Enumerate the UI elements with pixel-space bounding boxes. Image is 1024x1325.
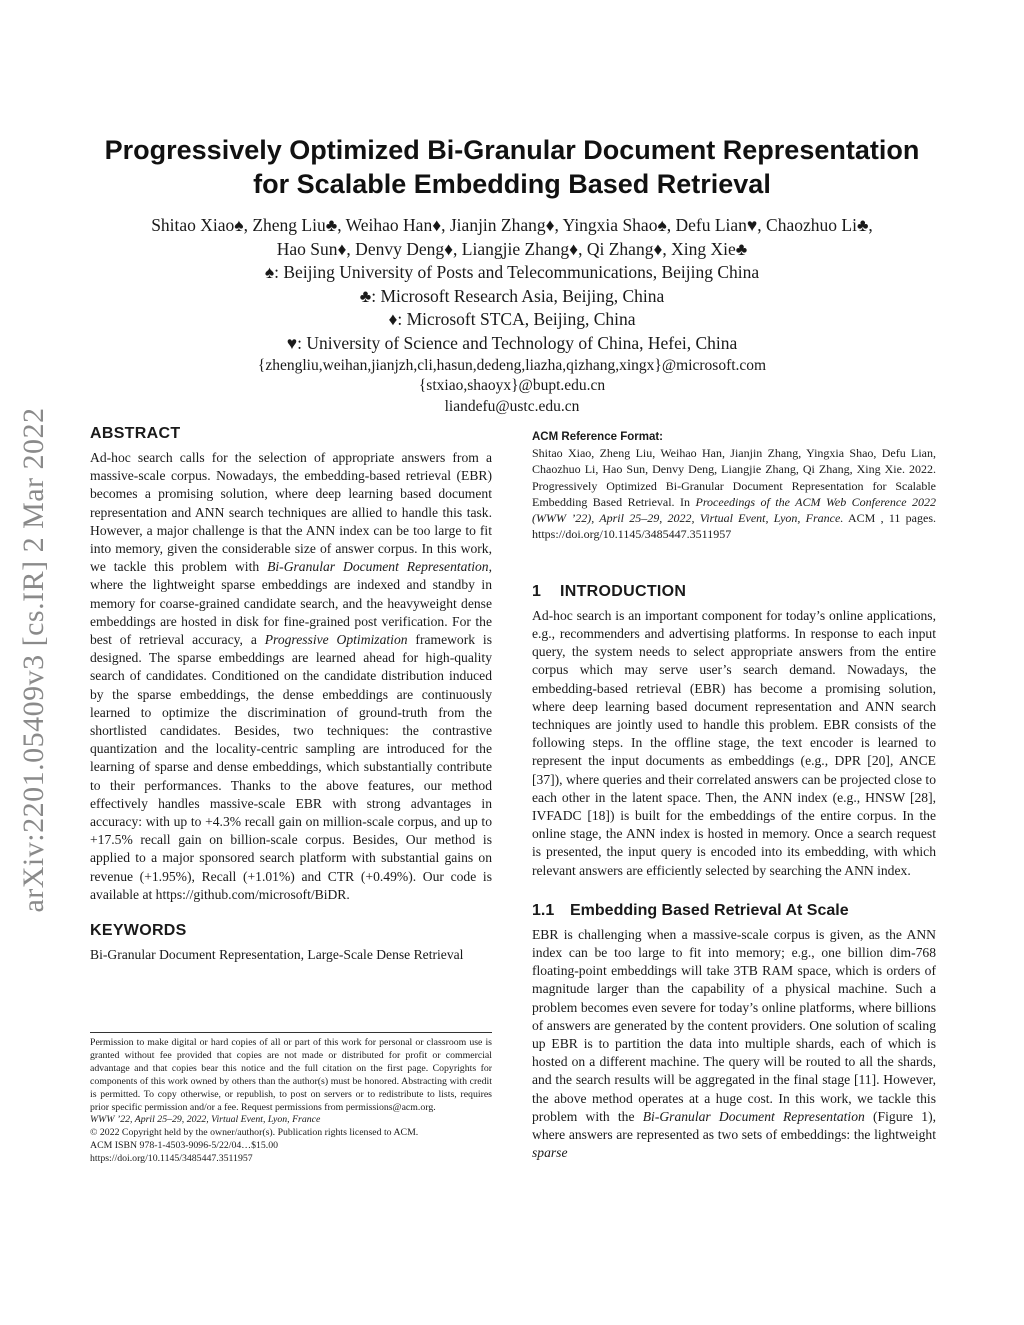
affiliation-msra: ♣: Microsoft Research Asia, Beijing, China bbox=[359, 285, 665, 306]
email-microsoft: {zhengliu,weihan,jianjzh,cli,hasun,dedeng,liazha,qizhang,xingx}@microsoft.com bbox=[257, 356, 767, 374]
abstract-heading: ABSTRACT bbox=[90, 425, 181, 442]
subsection-text bbox=[532, 926, 936, 1163]
paper-title bbox=[60, 133, 964, 201]
acm-reference-part-2: ACM , 11 pages. https://doi.org/10.1145/3485447.3511957 bbox=[532, 511, 936, 542]
email-ustc: liandefu@ustc.edu.cn bbox=[444, 397, 580, 415]
subsection-emphasis-2: sparse bbox=[532, 1145, 568, 1161]
acm-reference-heading: ACM Reference Format: bbox=[532, 431, 663, 443]
permission-text: Permission to make digital or hard copies of all or part of this work for personal or classroom use is granted without fee provided that copies are not made or distributed for profit or commercial advantage and that copies bear this notice and the full citation on the first page. Copyrights for components of this work owned by others than the author(s) must be honored. Abstracting with credit is permitted. To copy otherwise, or republish, to post on servers or to redistribute to lists, requires prior specific permission and/or a fee. Request permissions from permissions@acm.org. bbox=[90, 1037, 492, 1113]
author-list-line-2: Hao Sun♦, Denvy Deng♦, Liangjie Zhang♦, Qi Zhang♦, Xing Xie♣ bbox=[276, 238, 748, 259]
acm-reference-part-1: Shitao Xiao, Zheng Liu, Weihao Han, Jianjin Zhang, Yingxia Shao, Defu Lian, Chaozhuo Li, Hao Sun, Denvy Deng, Liangjie Zhang, Qi Zhang, Xing Xie. 2022. Progressively Optimized Bi-Granular Document Representation for Scalable Embedding Based Retrieval. In bbox=[532, 446, 936, 509]
author-list-line-1: Shitao Xiao♠, Zheng Liu♣, Weihao Han♦, Jianjin Zhang♦, Yingxia Shao♠, Defu Lian♥, Chaozhuo Li♣, bbox=[151, 215, 873, 235]
doi-text: https://doi.org/10.1145/3485447.3511957 bbox=[90, 1153, 253, 1165]
left-column bbox=[90, 425, 492, 964]
venue-text: WWW ’22, April 25–29, 2022, Virtual Event, Lyon, France bbox=[90, 1114, 321, 1126]
introduction-title: INTRODUCTION bbox=[560, 582, 687, 600]
permission-footnote bbox=[90, 1032, 492, 1166]
abstract-part-3: framework is designed. The sparse embeddings are learned ahead for high-quality search of candidates. Conditioned on the candidate distribution induced by the sparse embeddings, the dense embeddings are continuously learned to optimize the discrimination of ground-truth from the shortlisted candidates. Besides, two techniques: the contrastive quantization and the locality-centric sampling are introduced for the learning of sparse and dense embeddings, which substantially contribute to their performances. Thanks to the above features, our method effectively handles massive-scale EBR with strong advantages in accuracy: with up to +4.3% recall gain on million-scale corpus, and up to +17.5% recall gain on billion-scale corpus. Besides, Our method is applied to a major sponsored search platform with substantial gains on revenue (+1.95%), Recall (+1.01%) and CTR (+0.49%). Our code is available at https://github.com/microsoft/BiDR. bbox=[90, 632, 492, 902]
isbn-text: ACM ISBN 978-1-4503-9096-5/22/04…$15.00 bbox=[90, 1140, 279, 1152]
arxiv-stamp bbox=[14, 370, 54, 950]
copyright-text: © 2022 Copyright held by the owner/author(s). Publication rights licensed to ACM. bbox=[90, 1127, 419, 1139]
subsection-part-1: EBR is challenging when a massive-scale corpus is given, as the ANN index can be too large to fit into memory; e.g., one billion dim-768 floating-point embeddings will take 3TB RAM space, which is orders of magnitude larger than the capability of a physical machine. Such a problem becomes even severe for today’s online platforms, where billions of answers are generated by the content providers. One solution of scaling up EBR is to partition the data into multiple shards, each of which is hosted on a different machine. The query will be routed to all the shards, and the search results will be aggregated in the final stage [11]. However, the above method operates at a huge cost. In this work, we tackle this problem with the bbox=[532, 926, 936, 1124]
keywords-heading: KEYWORDS bbox=[90, 922, 187, 940]
subsection-title: Embedding Based Retrieval At Scale bbox=[570, 901, 849, 919]
title-line-2: for Scalable Embedding Based Retrieval bbox=[253, 169, 771, 199]
arxiv-identifier: arXiv:2201.05409v3 [cs.IR] 2 Mar 2022 bbox=[17, 407, 50, 913]
subsection-emphasis-1: Bi-Granular Document Representation bbox=[642, 1108, 865, 1124]
subsection-number: 1.1 bbox=[532, 901, 555, 919]
introduction-text: Ad-hoc search is an important component for today’s online applications, e.g., recommenders and advertising platforms. In response to each input query, the system needs to select appropriate answers from the entire corpus which may serve user’s search demand. Nowadays, the embedding-based retrieval (EBR) has become a promising solution, where deep learning based document representation and ANN search techniques are jointly used to handle this problem. EBR consists of the following steps. In the offline stage, the text encoder is learned to represent the input documents as embeddings (e.g., DPR [20], ANCE [37]), where queries and their correlated answers can be projected close to each other in the latent space. Then, the ANN index (e.g., HNSW [28], IVFADC [18]) is built for the embeddings of the entire corpus. In the online stage, the ANN index is hosted in memory. Once a search request is presented, the input query is encoded into its embedding, with which relevant answers are efficiently selected by searching the ANN index. bbox=[532, 607, 936, 878]
abstract-part-1: Ad-hoc search calls for the selection of appropriate answers from a massive-scale corpus. Nowadays, the embedding-based retrieval (EBR) becomes a promising solution, where deep learning based document representation and ANN search techniques are allied to handle this task. However, a major challenge is that the ANN index can be too large to fit into memory, given the considerable size of answer corpus. In this work, we tackle this problem with bbox=[90, 450, 492, 575]
subsection-part-2: (Figure 1), where answers are represented as two sets of embeddings: the lightweight bbox=[532, 1108, 936, 1143]
right-column bbox=[532, 431, 936, 1162]
abstract-part-2: , where the lightweight sparse embeddings are indexed and standby in memory for coarse-grained candidate search, and the heavyweight dense embeddings are hosted in disk for fine-grained post verification. For the best of retrieval accuracy, a bbox=[90, 559, 493, 648]
author-block bbox=[60, 214, 964, 417]
introduction-heading bbox=[532, 583, 936, 601]
affiliation-bupt: ♠: Beijing University of Posts and Telecommunications, Beijing China bbox=[264, 262, 760, 283]
abstract-emphasis-2: Progressive Optimization bbox=[264, 632, 408, 648]
affiliation-ustc: ♥: University of Science and Technology of China, Hefei, China bbox=[286, 332, 738, 353]
keywords-text: Bi-Granular Document Representation, Large-Scale Dense Retrieval bbox=[90, 947, 464, 963]
title-line-1: Progressively Optimized Bi-Granular Document Representation bbox=[104, 135, 920, 165]
introduction-number: 1 bbox=[532, 582, 542, 600]
subsection-heading bbox=[532, 902, 936, 920]
abstract-emphasis-1: Bi-Granular Document Representation bbox=[267, 559, 489, 575]
email-bupt: {stxiao,shaoyx}@bupt.edu.cn bbox=[418, 377, 606, 395]
affiliation-stca: ♦: Microsoft STCA, Beijing, China bbox=[388, 309, 636, 330]
acm-reference-proceedings: Proceedings of the ACM Web Conference 2022 (WWW ’22), April 25–29, 2022, Virtual Event, Lyon, France. bbox=[532, 494, 936, 526]
acm-reference-text bbox=[532, 445, 936, 543]
abstract-text bbox=[90, 449, 492, 904]
